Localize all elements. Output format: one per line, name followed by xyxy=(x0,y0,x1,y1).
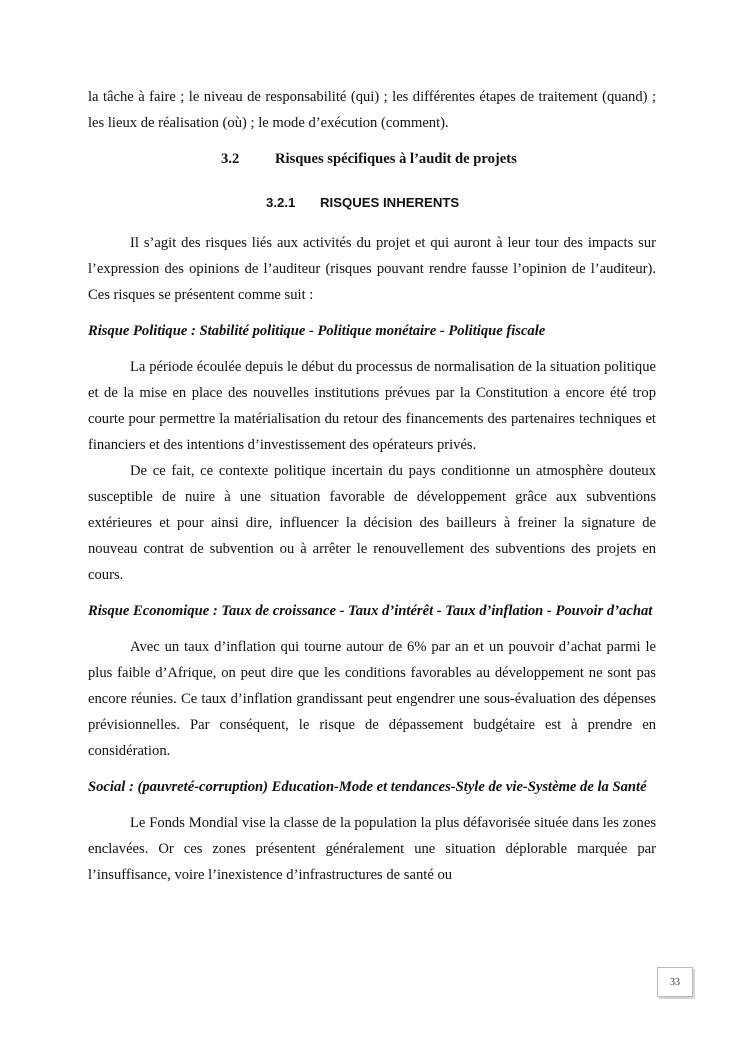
page-number xyxy=(657,967,693,997)
section-number: 3.2 xyxy=(221,151,240,167)
social-risk-paragraph: Le Fonds Mondial vise la classe de la population la plus défavorisée située dans les zones enclavées. Or ces zones présentent généralement une situation déplorable marquée par l’insuffisance, voire l’inexistence d’infrastructures de santé ou xyxy=(88,815,656,883)
intro-paragraph: Il s’agit des risques liés aux activités du projet et qui auront à leur tour des impacts sur l’expression des opinions de l’auditeur (risques pouvant rendre fausse l’opinion de l’auditeur). Ces risques se présentent comme suit : xyxy=(88,235,656,303)
political-risk-title: Risque Politique : Stabilité politique - Politique monétaire - Politique fiscale xyxy=(88,323,546,339)
document-page xyxy=(88,84,656,888)
continuation-paragraph: la tâche à faire ; le niveau de responsabilité (qui) ; les différentes étapes de traitement (quand) ; les lieux de réalisation (où) ; le mode d’exécution (comment). xyxy=(88,89,656,131)
page-number-text: 33 xyxy=(670,976,680,988)
subsection-heading xyxy=(88,190,656,216)
social-risk-title: Social : (pauvreté-corruption) Education-Mode et tendances-Style de vie-Système de la Santé xyxy=(88,779,647,795)
economic-risk-title: Risque Economique : Taux de croissance - Taux d’intérêt - Taux d’inflation - Pouvoir d’achat xyxy=(88,603,653,619)
subsection-title: RISQUES INHERENTS xyxy=(320,195,460,210)
economic-risk-paragraph: Avec un taux d’inflation qui tourne autour de 6% par an et un pouvoir d’achat parmi le plus faible d’Afrique, on peut dire que les conditions favorables au développement ne sont pas encore réunies. Ce taux d’inflation grandissant peut engendrer une sous-évaluation des dépenses prévisionnelles. Par conséquent, le risque de dépassement budgétaire est à prendre en considération. xyxy=(88,639,656,759)
subsection-number: 3.2.1 xyxy=(266,195,296,210)
political-risk-paragraph-2: De ce fait, ce contexte politique incertain du pays conditionne un atmosphère douteux susceptible de nuire à une situation favorable de développement grâce aux subventions extérieures et pour ainsi dire, influencer la décision des bailleurs à freiner la signature de nouveau contrat de subvention ou à arrêter le renouvellement des subventions des projets en cours. xyxy=(88,463,656,583)
political-risk-paragraph-1: La période écoulée depuis le début du processus de normalisation de la situation politique et de la mise en place des nouvelles institutions prévues par la Constitution a encore été trop courte pour permettre la matérialisation du retour des financements des partenaires techniques et financiers et des intentions d’investissement des opérateurs privés. xyxy=(88,359,656,453)
section-heading xyxy=(88,146,656,172)
section-title: Risques spécifiques à l’audit de projets xyxy=(275,151,517,167)
